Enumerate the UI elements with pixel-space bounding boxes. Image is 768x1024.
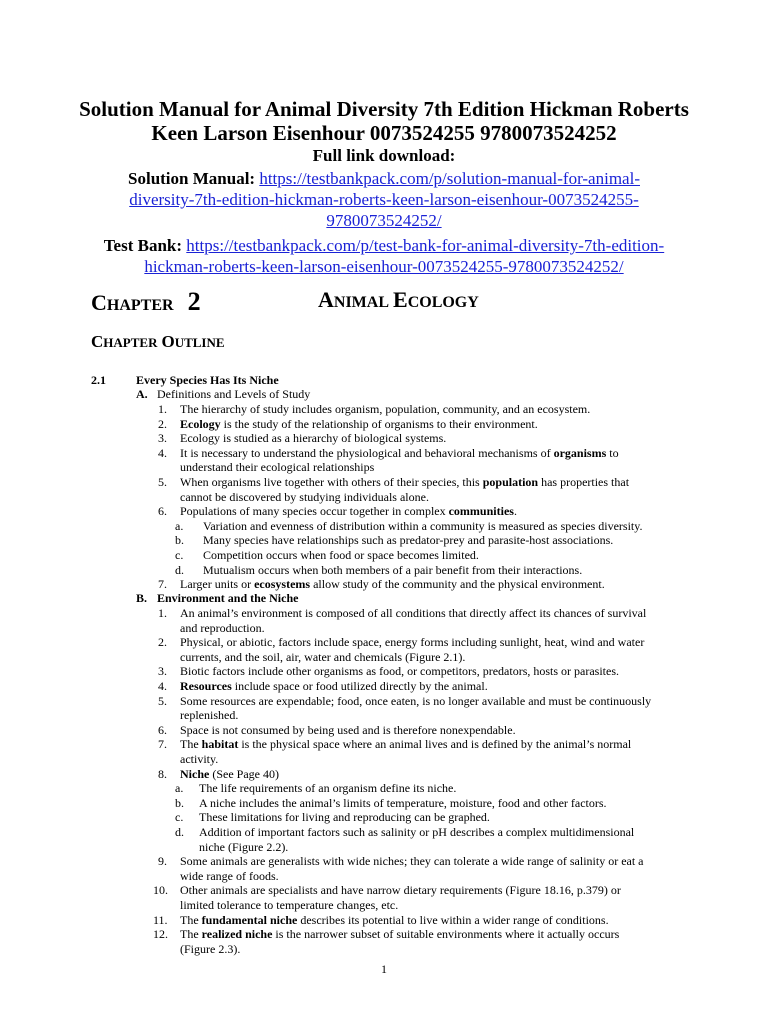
list-item: cannot be discovered by studying individuals alone. [180, 490, 429, 504]
list-number: a. [175, 519, 184, 533]
test-bank-link-cont[interactable]: hickman-roberts-keen-larson-eisenhour-0073524255-9780073524252/ [144, 257, 624, 276]
list-item: currents, and the soil, air, water and chemicals (Figure 2.1). [180, 650, 466, 664]
list-item: Some resources are expendable; food, once eaten, is no longer available and must be continuously [180, 694, 652, 708]
solution-manual-line1 [40, 169, 728, 189]
chapter-title: ANIMAL ECOLOGY [318, 287, 479, 312]
list-item: Space is not consumed by being used and is therefore nonexpendable. [180, 723, 516, 737]
list-number: 6. [158, 723, 167, 737]
sub-list-item: Competition occurs when food or space becomes limited. [203, 548, 479, 562]
sub-list-item: The life requirements of an organism define its niche. [199, 781, 457, 795]
list-item: Resources include space or food utilized directly by the animal. [180, 679, 488, 693]
list-number: 8. [158, 767, 167, 781]
list-number: 7. [158, 577, 167, 591]
section-title: Every Species Has Its Niche [136, 373, 279, 387]
sub-list-item: A niche includes the animal’s limits of temperature, moisture, food and other factors. [199, 796, 607, 810]
list-item: replenished. [180, 708, 239, 722]
key-term: Niche [180, 767, 210, 781]
key-term: population [482, 475, 539, 489]
list-item: Biotic factors include other organisms as food, or competitors, predators, hosts or parasites. [180, 664, 620, 678]
list-item: understand their ecological relationships [180, 460, 375, 474]
part-a-title: Definitions and Levels of Study [157, 387, 311, 401]
list-number: 5. [158, 475, 167, 489]
list-item: The hierarchy of study includes organism, population, community, and an ecosystem. [180, 402, 591, 416]
full-link-label: Full link download: [312, 146, 456, 165]
chapter-outline-heading: CHAPTER OUTLINE [91, 332, 225, 351]
part-a-label: A. [136, 387, 148, 401]
list-number: 1. [158, 606, 167, 620]
list-item: and reproduction. [180, 621, 265, 635]
solution-manual-line2 [40, 190, 728, 210]
key-term: ecosystems [254, 577, 311, 591]
list-number: 5. [158, 694, 167, 708]
list-item: Populations of many species occur together in complex communities. [180, 504, 517, 518]
list-number: 7. [158, 737, 167, 751]
list-number: b. [175, 533, 184, 547]
list-item: Larger units or ecosystems allow study of the community and the physical environment. [180, 577, 605, 591]
sub-list-item: These limitations for living and reproducing can be graphed. [199, 810, 490, 824]
list-item: Ecology is studied as a hierarchy of biological systems. [180, 431, 447, 445]
list-item: limited tolerance to temperature changes, etc. [180, 898, 399, 912]
list-item: The fundamental niche describes its potential to live within a wider range of conditions. [180, 913, 609, 927]
list-item: Some animals are generalists with wide niches; they can tolerate a wide range of salinity or eat a [180, 854, 644, 868]
test-bank-label: Test Bank: [103, 236, 183, 255]
test-bank-line1 [40, 236, 728, 256]
list-number: 1. [158, 402, 167, 416]
solution-manual-line3 [40, 211, 728, 231]
solution-manual-link-end[interactable]: 9780073524252/ [326, 211, 442, 230]
list-number: b. [175, 796, 184, 810]
chapter-label: CHAPTER 2 [91, 287, 201, 316]
document-title-line2: Keen Larson Eisenhour 0073524255 9780073524252 [151, 121, 617, 145]
sub-list-item: Addition of important factors such as salinity or pH describes a complex multidimensional [199, 825, 635, 839]
list-number: 4. [158, 679, 167, 693]
sub-list-item: Variation and evenness of distribution within a community is measured as species diversity. [203, 519, 643, 533]
list-item: Other animals are specialists and have narrow dietary requirements (Figure 18.16, p.379) or [180, 883, 621, 897]
list-number: c. [175, 548, 184, 562]
solution-manual-link-cont[interactable]: diversity-7th-edition-hickman-roberts-keen-larson-eisenhour-0073524255- [129, 190, 639, 209]
list-number: 2. [158, 417, 167, 431]
document-title-line1: Solution Manual for Animal Diversity 7th Edition Hickman Roberts [79, 97, 689, 121]
list-number: 3. [158, 664, 167, 678]
sub-list-item: niche (Figure 2.2). [199, 840, 289, 854]
list-item: An animal’s environment is composed of all conditions that directly affect its chances of survival [180, 606, 647, 620]
key-term: fundamental niche [201, 913, 298, 927]
list-item: When organisms live together with others of their species, this population has properties that [180, 475, 630, 489]
list-item: Physical, or abiotic, factors include space, energy forms including sunlight, heat, wind and water [180, 635, 645, 649]
list-item: The realized niche is the narrower subset of suitable environments where it actually occurs [180, 927, 620, 941]
list-number: 12. [153, 927, 168, 941]
list-number: 3. [158, 431, 167, 445]
test-bank-line2 [40, 257, 728, 277]
list-number: 10. [153, 883, 168, 897]
key-term: Ecology [180, 417, 221, 431]
list-number: d. [175, 825, 184, 839]
sub-list-item: Mutualism occurs when both members of a pair benefit from their interactions. [203, 563, 583, 577]
solution-manual-link[interactable]: https://testbankpack.com/p/solution-manual-for-animal- [259, 169, 640, 188]
section-number: 2.1 [91, 373, 106, 387]
part-b-label: B. [136, 591, 148, 605]
list-item: activity. [180, 752, 219, 766]
list-number: 9. [158, 854, 167, 868]
list-number: a. [175, 781, 184, 795]
test-bank-link[interactable]: https://testbankpack.com/p/test-bank-for-animal-diversity-7th-edition- [186, 236, 665, 255]
list-number: 11. [153, 913, 168, 927]
list-item: Niche (See Page 40) [180, 767, 279, 781]
part-b-title: Environment and the Niche [157, 591, 299, 605]
list-item: Ecology is the study of the relationship of organisms to their environment. [180, 417, 538, 431]
key-term: habitat [201, 737, 239, 751]
key-term: Resources [180, 679, 232, 693]
list-item: The habitat is the physical space where an animal lives and is defined by the animal’s normal [180, 737, 632, 751]
list-number: d. [175, 563, 184, 577]
page-number: 1 [381, 962, 387, 976]
list-number: 6. [158, 504, 167, 518]
key-term: communities [448, 504, 514, 518]
key-term: realized niche [201, 927, 273, 941]
chapter-number: 2 [187, 287, 201, 316]
list-number: 4. [158, 446, 167, 460]
solution-manual-label: Solution Manual: [128, 169, 256, 188]
key-term: organisms [553, 446, 607, 460]
sub-list-item: Many species have relationships such as predator-prey and parasite-host associations. [203, 533, 614, 547]
list-number: c. [175, 810, 184, 824]
list-item: It is necessary to understand the physiological and behavioral mechanisms of organisms to [180, 446, 619, 460]
list-number: 2. [158, 635, 167, 649]
list-item: (Figure 2.3). [180, 942, 241, 956]
list-item: wide range of foods. [180, 869, 279, 883]
